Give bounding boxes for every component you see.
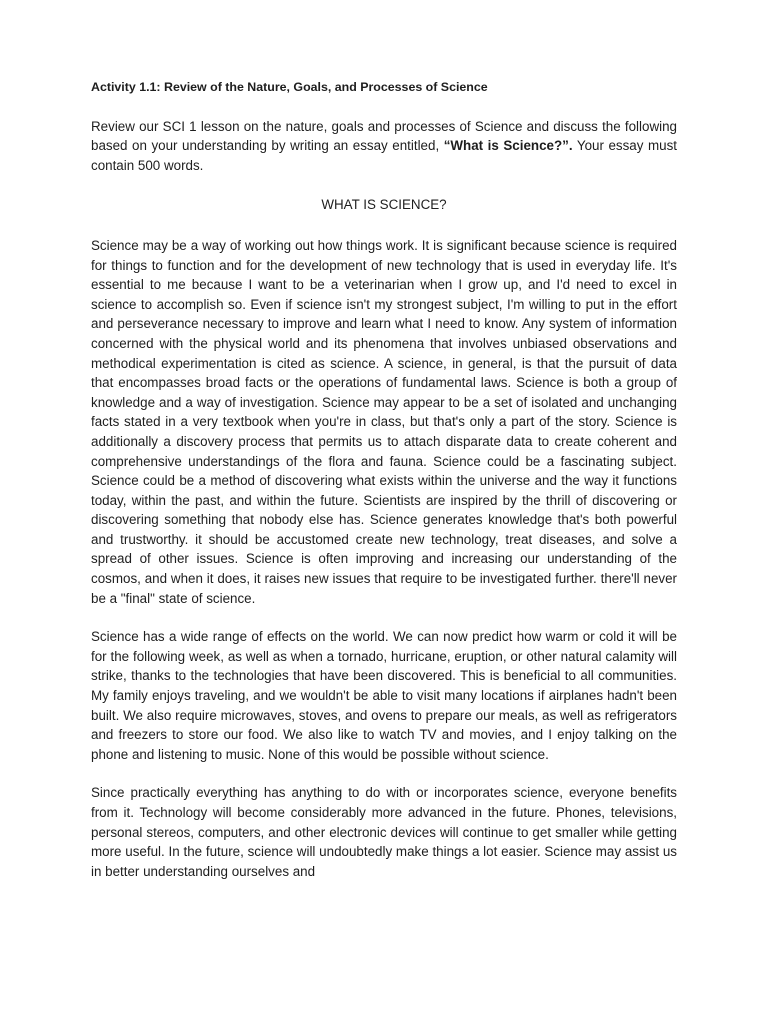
activity-heading: Activity 1.1: Review of the Nature, Goals, and Processes of Science — [91, 80, 488, 94]
essay-paragraph-3: Since practically everything has anything to do with or incorporates science, everyone benefits from it. Technology will become considerably more advanced in the future. Phones, televisions, personal stereos, computers, and other electronic devices will continue to get smaller while getting more useful. In the future, science will undoubtedly make things a lot easier. Science may assist us in better understanding ourselves and — [91, 785, 677, 879]
essay-title: WHAT IS SCIENCE? — [321, 197, 447, 213]
document-content — [91, 78, 677, 881]
instructions-paragraph — [91, 117, 677, 176]
essay-paragraph-1: Science may be a way of working out how things work. It is significant because science is required for things to function and for the development of new technology that is used in everyday life. It's essential to me because I want to be a veterinarian when I grow up, and I'd need to excel in science to accomplish so. Even if science isn't my strongest subject, I'm willing to put in the effort and perseverance necessary to improve and learn what I need to know. Any system of information concerned with the physical world and its phenomena that involves unbiased observations and methodical experimentation is cited as science. A science, in general, is that the pursuit of data that encompasses broad facts or the operations of fundamental laws. Science is both a group of knowledge and a way of investigation. Science may appear to be a set of isolated and unchanging facts stated in a very textbook when you're in class, but that's only a part of the story. Science is additionally a discovery process that permits us to attach disparate data to create coherent and comprehensive understandings of the flora and fauna. Science could be a fascinating subject. Science could be a method of discovering what exists within the universe and the way it functions today, within the past, and within the future. Scientists are inspired by the thrill of discovering or discovering something that nobody else has. Science generates knowledge that's both powerful and trustworthy. it should be accustomed create new technology, treat diseases, and solve a spread of other issues. Science is often improving and increasing our understanding of the cosmos, and when it does, it raises new issues that require to be investigated further. there'll never be a "final" state of science. — [91, 237, 677, 606]
instructions-word-count: Your essay must contain 500 words. — [91, 138, 677, 173]
instructions-text: Review our SCI 1 lesson on the nature, goals and processes of Science and discuss the following based on your understanding by writing an essay entitled, — [91, 118, 677, 154]
essay-paragraph-2: Science has a wide range of effects on the world. We can now predict how warm or cold it will be for the following week, as well as when a tornado, hurricane, eruption, or other natural calamity will strike, thanks to the technologies that have been discovered. This is beneficial to all communities. My family enjoys traveling, and we wouldn't be able to visit many locations if airplanes hadn't been built. We also require microwaves, stoves, and ovens to prepare our meals, as well as refrigerators and freezers to store our food. We also like to watch TV and movies, and I enjoy talking on the phone and listening to music. None of this would be possible without science. — [91, 629, 677, 762]
essay-title-reference: “What is Science?”. — [443, 138, 573, 154]
